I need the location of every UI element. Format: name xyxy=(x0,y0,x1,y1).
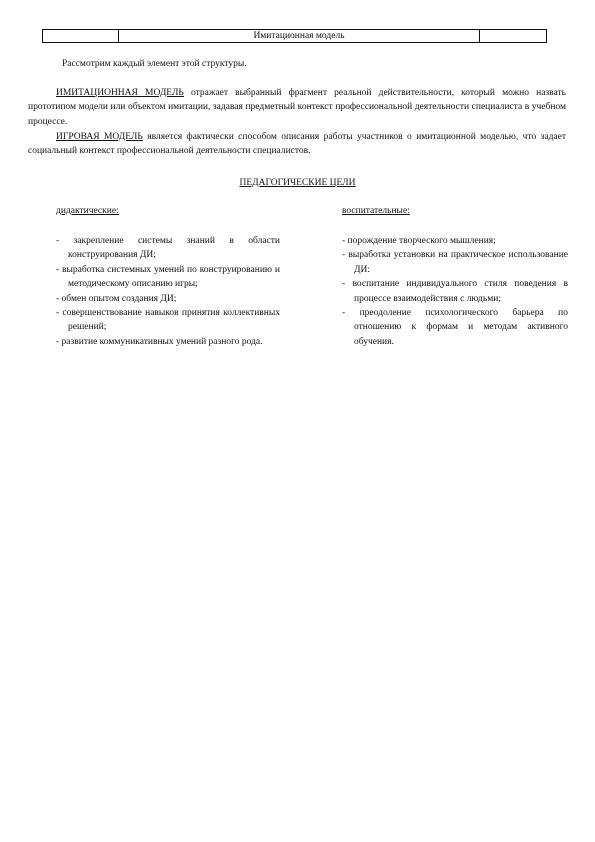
list-item: - преодоление психологического барьера по отношению к формам и методам активного обучения. xyxy=(342,308,568,347)
paragraph-text: отражает выбранный фрагмент реальной действительности, который можно назвать прототипом модели или объектом имитации, задавая предметный контекст профессиональной деятельности специалиста в учебном процессе. xyxy=(28,88,566,127)
paragraph-game-model xyxy=(28,130,566,159)
list-item: - выработка установки на практическое использование ДИ: xyxy=(342,250,568,275)
list-item: - воспитание индивидуального стиля поведения в процессе взаимодействия с людьми; xyxy=(342,279,568,304)
term-game-model: ИГРОВАЯ МОДЕЛЬ xyxy=(56,132,143,142)
intro-text: Рассмотрим каждый элемент этой структуры. xyxy=(62,59,247,69)
didactic-goals-list xyxy=(56,234,280,349)
list-item: - совершенствование навыков принятия коллективных решений; xyxy=(56,308,280,333)
column-title-didactic: дидактические: xyxy=(56,206,119,216)
paragraph-text: является фактически способом описания работы участников о имитационной моделью, что задает социальный контекст профессиональной деятельности специалистов. xyxy=(28,132,566,157)
list-item: - закрепление системы знаний в области конструирования ДИ; xyxy=(56,236,280,261)
column-title-educational: воспитательные: xyxy=(342,206,410,216)
list-item: - обмен опытом создания ДИ; xyxy=(56,293,177,304)
paragraph-imitation-model xyxy=(28,86,566,129)
header-cell-title: Имитационная модель xyxy=(119,30,480,43)
header-cell-right xyxy=(480,30,547,43)
header-cell-left xyxy=(43,30,119,43)
section-heading: ПЕДАГОГИЧЕСКИЕ ЦЕЛИ xyxy=(239,178,356,188)
list-item: - выработка системных умений по конструированию и методическому описанию игры; xyxy=(56,264,280,290)
term-imitation-model: ИМИТАЦИОННАЯ МОДЕЛЬ xyxy=(56,88,184,98)
header-table xyxy=(42,29,547,43)
list-item: - порождение творческого мышления; xyxy=(342,236,496,246)
educational-goals-list xyxy=(342,234,568,349)
list-item: - развитие коммуникативных умений разного рода. xyxy=(56,336,263,347)
